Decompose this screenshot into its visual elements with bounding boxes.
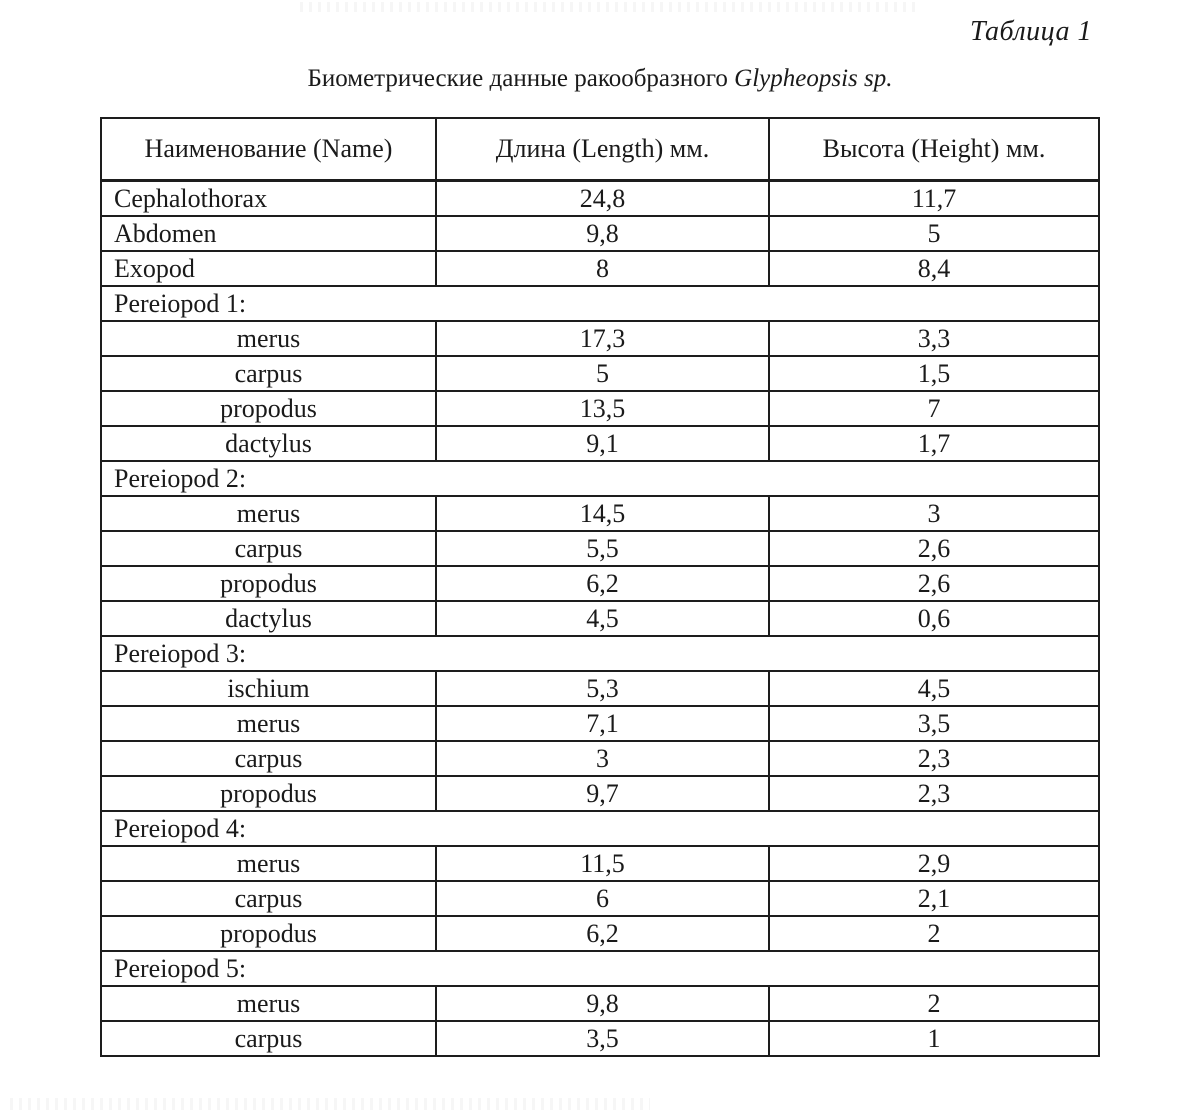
- biometric-data-table: [100, 117, 1100, 1057]
- table-row: [101, 776, 1099, 811]
- part-name-cell: propodus: [101, 566, 436, 601]
- height-value-cell: 1,5: [769, 356, 1099, 391]
- height-value-cell: 2: [769, 986, 1099, 1021]
- length-value-cell: 14,5: [436, 496, 769, 531]
- length-value-cell: 5: [436, 356, 769, 391]
- group-row: [101, 286, 1099, 321]
- length-value-cell: 13,5: [436, 391, 769, 426]
- group-label-cell: Pereiopod 3:: [101, 636, 1099, 671]
- height-value-cell: 8,4: [769, 251, 1099, 286]
- length-value-cell: 3: [436, 741, 769, 776]
- table-number-label: Таблица 1: [970, 16, 1092, 47]
- height-value-cell: 2,6: [769, 531, 1099, 566]
- table-row: [101, 356, 1099, 391]
- length-value-cell: 8: [436, 251, 769, 286]
- scan-artifact-bottom: [10, 1098, 650, 1110]
- table-row: [101, 496, 1099, 531]
- length-value-cell: 17,3: [436, 321, 769, 356]
- length-value-cell: 9,8: [436, 986, 769, 1021]
- group-label-cell: Pereiopod 5:: [101, 951, 1099, 986]
- table-row: [101, 741, 1099, 776]
- height-value-cell: 4,5: [769, 671, 1099, 706]
- group-label-cell: Pereiopod 4:: [101, 811, 1099, 846]
- height-value-cell: 3,5: [769, 706, 1099, 741]
- part-name-cell: propodus: [101, 776, 436, 811]
- height-value-cell: 3: [769, 496, 1099, 531]
- table-caption: [0, 65, 1200, 93]
- table-row: [101, 916, 1099, 951]
- table-row: [101, 881, 1099, 916]
- group-row: [101, 811, 1099, 846]
- table-row: [101, 321, 1099, 356]
- part-name-cell: propodus: [101, 391, 436, 426]
- length-value-cell: 9,7: [436, 776, 769, 811]
- table-row: [101, 426, 1099, 461]
- table-row: [101, 986, 1099, 1021]
- length-value-cell: 24,8: [436, 180, 769, 216]
- length-value-cell: 9,1: [436, 426, 769, 461]
- height-value-cell: 0,6: [769, 601, 1099, 636]
- table-row: [101, 251, 1099, 286]
- caption-species-name: Glypheopsis sp.: [734, 65, 893, 92]
- height-value-cell: 7: [769, 391, 1099, 426]
- group-row: [101, 636, 1099, 671]
- scan-artifact-top: [300, 2, 920, 12]
- length-value-cell: 3,5: [436, 1021, 769, 1056]
- length-value-cell: 6,2: [436, 916, 769, 951]
- table-header: [101, 118, 1099, 180]
- group-row: [101, 951, 1099, 986]
- column-header-name: Наименование (Name): [101, 118, 436, 180]
- length-value-cell: 6: [436, 881, 769, 916]
- part-name-cell: carpus: [101, 1021, 436, 1056]
- height-value-cell: 2,3: [769, 741, 1099, 776]
- table-row: [101, 391, 1099, 426]
- height-value-cell: 2,3: [769, 776, 1099, 811]
- table-row: [101, 566, 1099, 601]
- part-name-cell: merus: [101, 706, 436, 741]
- table-row: [101, 706, 1099, 741]
- part-name-cell: merus: [101, 321, 436, 356]
- table-row: [101, 216, 1099, 251]
- height-value-cell: 2,1: [769, 881, 1099, 916]
- part-name-cell: carpus: [101, 881, 436, 916]
- part-name-cell: merus: [101, 846, 436, 881]
- height-value-cell: 1,7: [769, 426, 1099, 461]
- column-header-length: Длина (Length) мм.: [436, 118, 769, 180]
- length-value-cell: 6,2: [436, 566, 769, 601]
- part-name-cell: dactylus: [101, 601, 436, 636]
- height-value-cell: 5: [769, 216, 1099, 251]
- part-name-cell: Abdomen: [101, 216, 436, 251]
- height-value-cell: 1: [769, 1021, 1099, 1056]
- part-name-cell: carpus: [101, 741, 436, 776]
- part-name-cell: Cephalothorax: [101, 180, 436, 216]
- length-value-cell: 5,5: [436, 531, 769, 566]
- table-row: [101, 601, 1099, 636]
- group-label-cell: Pereiopod 1:: [101, 286, 1099, 321]
- height-value-cell: 2: [769, 916, 1099, 951]
- length-value-cell: 11,5: [436, 846, 769, 881]
- length-value-cell: 9,8: [436, 216, 769, 251]
- column-header-height: Высота (Height) мм.: [769, 118, 1099, 180]
- table-body: [101, 180, 1099, 1056]
- length-value-cell: 5,3: [436, 671, 769, 706]
- part-name-cell: merus: [101, 496, 436, 531]
- length-value-cell: 4,5: [436, 601, 769, 636]
- table-row: [101, 671, 1099, 706]
- group-row: [101, 461, 1099, 496]
- part-name-cell: carpus: [101, 531, 436, 566]
- table-row: [101, 1021, 1099, 1056]
- height-value-cell: 3,3: [769, 321, 1099, 356]
- part-name-cell: carpus: [101, 356, 436, 391]
- caption-text: Биометрические данные ракообразного: [307, 65, 735, 92]
- part-name-cell: ischium: [101, 671, 436, 706]
- length-value-cell: 7,1: [436, 706, 769, 741]
- part-name-cell: propodus: [101, 916, 436, 951]
- header-row: [101, 118, 1099, 180]
- height-value-cell: 2,6: [769, 566, 1099, 601]
- table-row: [101, 846, 1099, 881]
- part-name-cell: dactylus: [101, 426, 436, 461]
- part-name-cell: merus: [101, 986, 436, 1021]
- table-row: [101, 180, 1099, 216]
- part-name-cell: Exopod: [101, 251, 436, 286]
- group-label-cell: Pereiopod 2:: [101, 461, 1099, 496]
- height-value-cell: 11,7: [769, 180, 1099, 216]
- height-value-cell: 2,9: [769, 846, 1099, 881]
- table-row: [101, 531, 1099, 566]
